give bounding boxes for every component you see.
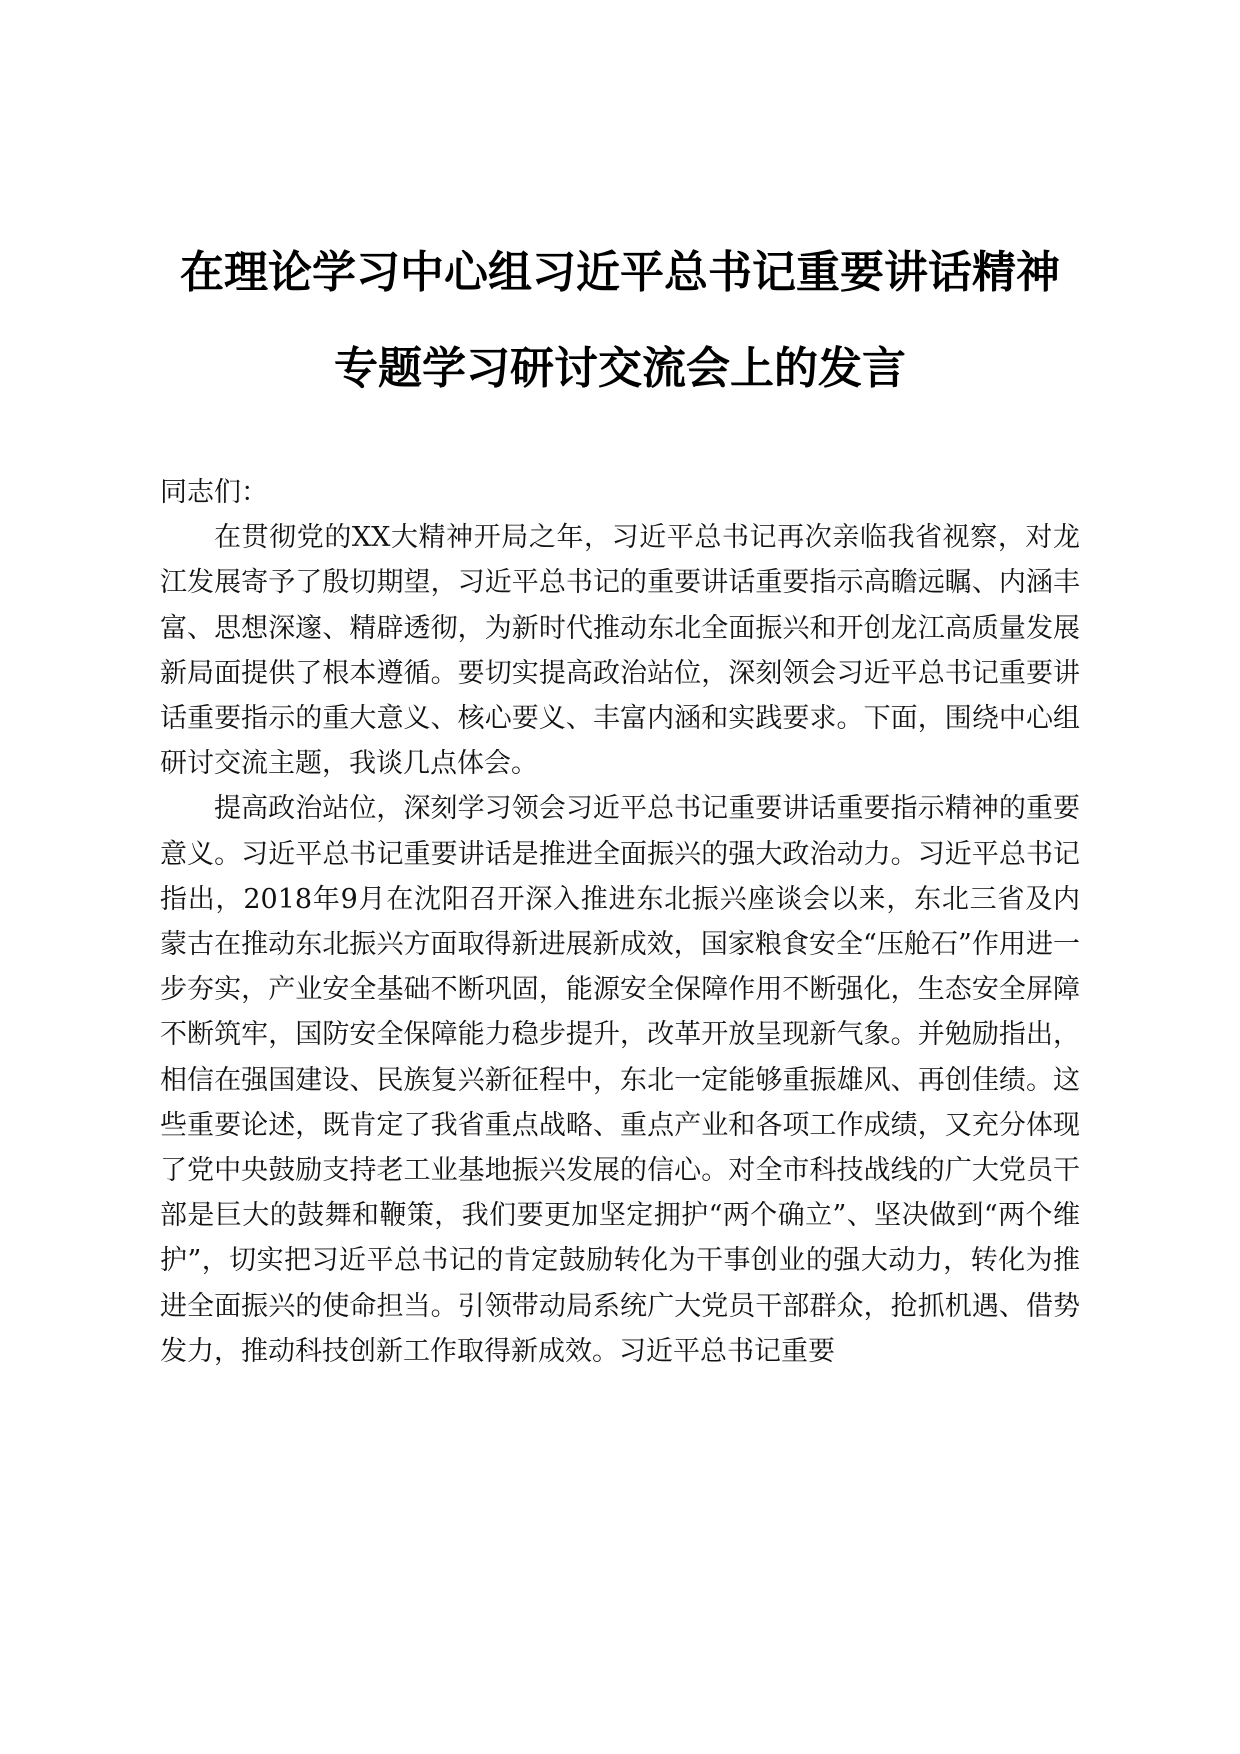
title-line-2: 专题学习研讨交流会上的发言 (334, 343, 906, 394)
document-title (140, 248, 1100, 394)
paragraph-2: 提高政治站位，深刻学习领会习近平总书记重要讲话重要指示精神的重要意义。习近平总书记重要讲话是推进全面振兴的强大政治动力。习近平总书记指出，2018年9月在沈阳召开深入推进东北振兴座谈会以来，东北三省及内蒙古在推动东北振兴方面取得新进展新成效，国家粮食安全“压舱石”作用进一步夯实，产业安全基础不断巩固，能源安全保障作用不断强化，生态安全屏障不断筑牢，国防安全保障能力稳步提升，改革开放呈现新气象。并勉励指出，相信在强国建设、民族复兴新征程中，东北一定能够重振雄风、再创佳绩。这些重要论述，既肯定了我省重点战略、重点产业和各项工作成绩，又充分体现了党中央鼓励支持老工业基地振兴发展的信心。对全市科技战线的广大党员干部是巨大的鼓舞和鞭策，我们要更加坚定拥护“两个确立”、坚决做到“两个维护”，切实把习近平总书记的肯定鼓励转化为干事创业的强大动力，转化为推进全面振兴的使命担当。引领带动局系统广大党员干部群众，抢抓机遇、借势发力，推动科技创新工作取得新成效。习近平总书记重要 (160, 793, 1080, 1367)
paragraph-1: 在贯彻党的XX大精神开局之年，习近平总书记再次亲临我省视察，对龙江发展寄予了殷切期望，习近平总书记的重要讲话重要指示高瞻远瞩、内涵丰富、思想深邃、精辟透彻，为新时代推动东北全面振兴和开创龙江高质量发展新局面提供了根本遵循。要切实提高政治站位，深刻领会习近平总书记重要讲话重要指示的重大意义、核心要义、丰富内涵和实践要求。下面，围绕中心组研讨交流主题，我谈几点体会。 (160, 522, 1080, 780)
title-line-1: 在理论学习中心组习近平总书记重要讲话精神 (180, 247, 1060, 298)
salutation: 同志们： (160, 477, 268, 508)
document-body (160, 470, 1080, 1374)
